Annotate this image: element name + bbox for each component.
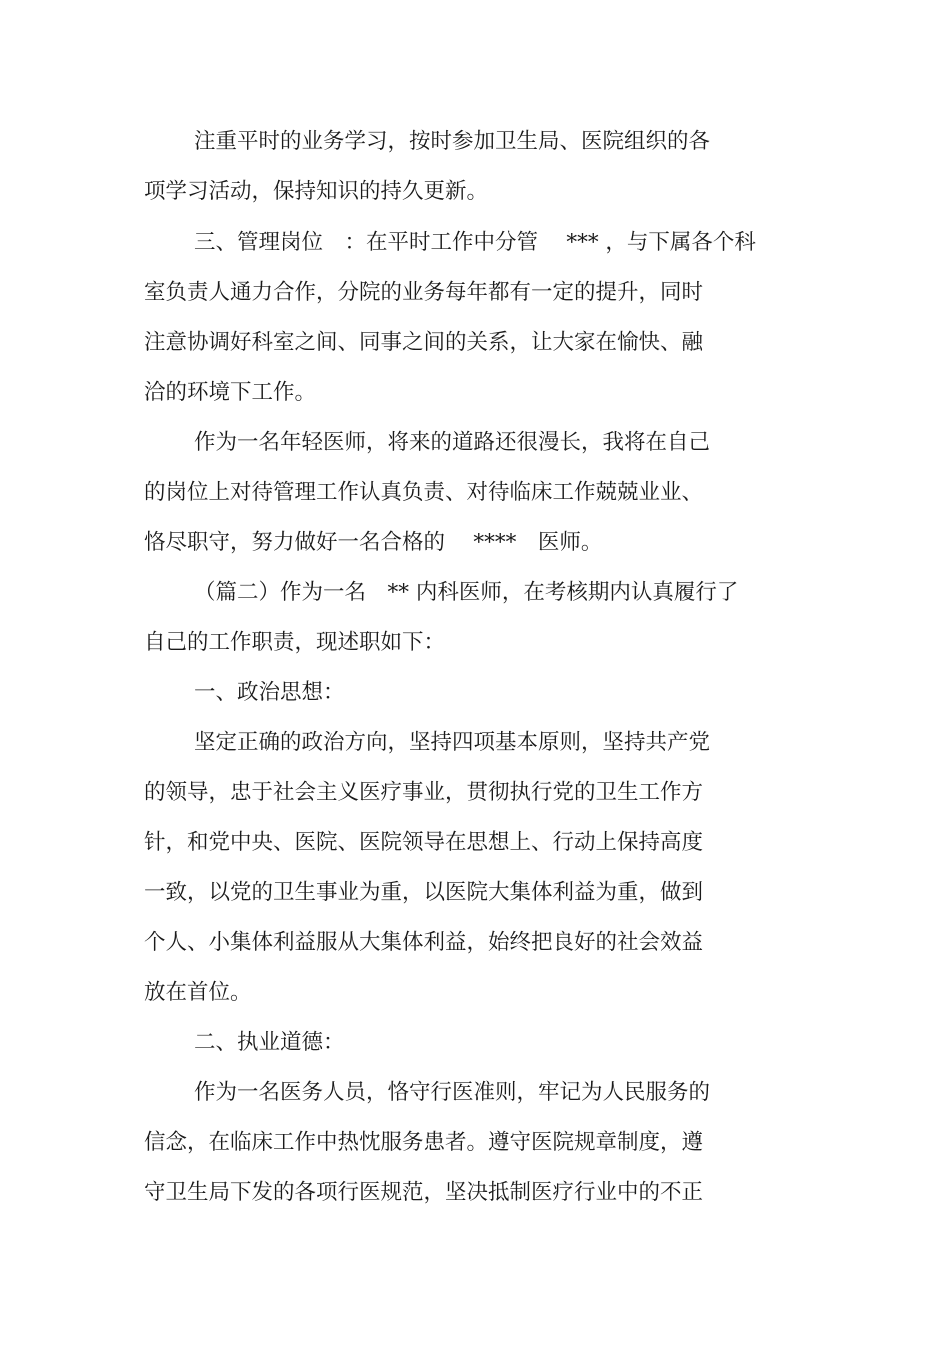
body-text-line: 项学习活动，保持知识的持久更新。: [144, 179, 489, 204]
body-text-line: 自己的工作职责，现述职如下：: [144, 630, 446, 655]
body-text-line: 作为一名医务人员，恪守行医准则，牢记为人民服务的: [194, 1080, 711, 1105]
body-text-line: 的岗位上对待管理工作认真负责、对待临床工作兢兢业业、: [144, 480, 704, 505]
body-text-line: 坚定正确的政治方向，坚持四项基本原则，坚持共产党: [194, 730, 711, 755]
body-text-line: 一致，以党的卫生事业为重，以医院大集体利益为重，做到: [144, 880, 704, 905]
body-text-line: 恪尽职守，努力做好一名合格的 **** 医师。: [144, 530, 603, 555]
section-heading-line: 一、政治思想：: [194, 680, 345, 705]
body-text-line: 个人、小集体利益服从大集体利益，始终把良好的社会效益: [144, 930, 704, 955]
body-text-line: （篇二）作为一名 ** 内科医师，在考核期内认真履行了: [194, 580, 739, 605]
section-heading-line: 二、执业道德：: [194, 1030, 345, 1055]
body-text-line: 的领导，忠于社会主义医疗事业，贯彻执行党的卫生工作方: [144, 780, 704, 805]
body-text-line: 注意协调好科室之间、同事之间的关系，让大家在愉快、融: [144, 330, 704, 355]
body-text-line: 针，和党中央、医院、医院领导在思想上、行动上保持高度: [144, 830, 704, 855]
body-text-line: 注重平时的业务学习，按时参加卫生局、医院组织的各: [194, 129, 711, 154]
body-text-line: 洽的环境下工作。: [144, 380, 317, 405]
body-text-line: 守卫生局下发的各项行医规范，坚决抵制医疗行业中的不正: [144, 1180, 704, 1205]
body-text-line: 信念，在临床工作中热忱服务患者。遵守医院规章制度，遵: [144, 1130, 704, 1155]
body-text-line: 放在首位。: [144, 980, 252, 1005]
body-text-line: 作为一名年轻医师，将来的道路还很漫长，我将在自己: [194, 430, 711, 455]
body-text-line: 室负责人通力合作，分院的业务每年都有一定的提升，同时: [144, 280, 704, 305]
section-heading-line: 三、管理岗位 ：在平时工作中分管 *** ，与下属各个科: [194, 230, 756, 255]
